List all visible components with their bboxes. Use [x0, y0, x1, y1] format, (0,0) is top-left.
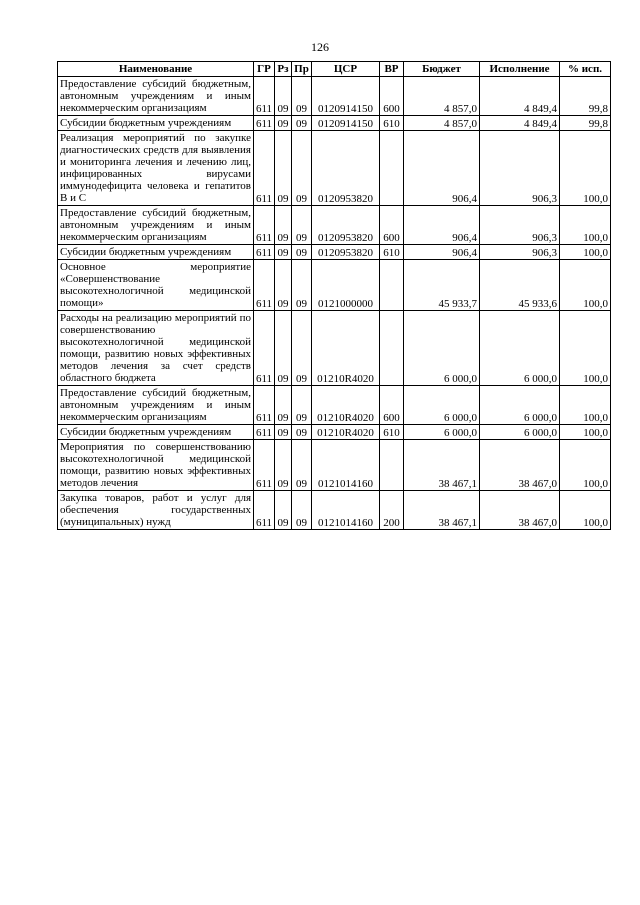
cell-vr [380, 260, 404, 311]
cell-name: Субсидии бюджетным учреждениям [58, 425, 254, 440]
cell-gr: 611 [254, 131, 275, 206]
cell-name: Предоставление субсидий бюджетным, автономным учреждениям и иным некоммерческим организациям [58, 206, 254, 245]
cell-name: Расходы на реализацию мероприятий по совершенствованию высокотехнологичной медицинской помощи, развитию новых эффективных методов лечения за счет средств областного бюджета [58, 311, 254, 386]
cell-pr: 09 [292, 206, 312, 245]
header-budget: Бюджет [404, 62, 480, 77]
table-row [58, 245, 611, 260]
cell-pr: 09 [292, 311, 312, 386]
cell-pr: 09 [292, 440, 312, 491]
cell-vr: 600 [380, 386, 404, 425]
cell-gr: 611 [254, 206, 275, 245]
cell-budget: 906,4 [404, 131, 480, 206]
cell-gr: 611 [254, 425, 275, 440]
cell-gr: 611 [254, 260, 275, 311]
cell-percent: 100,0 [560, 311, 611, 386]
cell-csr: 0120914150 [312, 116, 380, 131]
cell-percent: 100,0 [560, 386, 611, 425]
cell-execution: 45 933,6 [480, 260, 560, 311]
cell-budget: 6 000,0 [404, 386, 480, 425]
cell-execution: 906,3 [480, 206, 560, 245]
cell-pr: 09 [292, 491, 312, 530]
table-header-row [58, 62, 611, 77]
cell-rz: 09 [275, 206, 292, 245]
cell-execution: 38 467,0 [480, 491, 560, 530]
cell-pr: 09 [292, 386, 312, 425]
cell-percent: 100,0 [560, 425, 611, 440]
cell-budget: 6 000,0 [404, 311, 480, 386]
table-row [58, 386, 611, 425]
cell-vr: 610 [380, 116, 404, 131]
cell-vr: 610 [380, 245, 404, 260]
cell-percent: 100,0 [560, 245, 611, 260]
cell-rz: 09 [275, 386, 292, 425]
cell-budget: 6 000,0 [404, 425, 480, 440]
cell-rz: 09 [275, 260, 292, 311]
cell-vr: 610 [380, 425, 404, 440]
table-row [58, 425, 611, 440]
cell-csr: 0121000000 [312, 260, 380, 311]
cell-vr: 600 [380, 77, 404, 116]
cell-pr: 09 [292, 131, 312, 206]
cell-pr: 09 [292, 425, 312, 440]
budget-table [57, 61, 611, 530]
cell-csr: 01210R4020 [312, 425, 380, 440]
cell-percent: 99,8 [560, 116, 611, 131]
page-number: 126 [311, 40, 329, 54]
header-vr: ВР [380, 62, 404, 77]
cell-execution: 4 849,4 [480, 116, 560, 131]
header-gr: ГР [254, 62, 275, 77]
cell-percent: 99,8 [560, 77, 611, 116]
cell-name: Мероприятия по совершенствованию высокотехнологичной медицинской помощи, развитию новых эффективных методов лечения [58, 440, 254, 491]
cell-execution: 4 849,4 [480, 77, 560, 116]
cell-gr: 611 [254, 116, 275, 131]
cell-csr: 0120914150 [312, 77, 380, 116]
cell-gr: 611 [254, 311, 275, 386]
header-rz: Рз [275, 62, 292, 77]
cell-name: Основное мероприятие «Совершенствование высокотехнологичной медицинской помощи» [58, 260, 254, 311]
cell-percent: 100,0 [560, 260, 611, 311]
cell-vr: 200 [380, 491, 404, 530]
cell-gr: 611 [254, 77, 275, 116]
cell-rz: 09 [275, 116, 292, 131]
header-name: Наименование [58, 62, 254, 77]
cell-budget: 45 933,7 [404, 260, 480, 311]
cell-rz: 09 [275, 245, 292, 260]
cell-vr [380, 311, 404, 386]
cell-pr: 09 [292, 260, 312, 311]
cell-execution: 906,3 [480, 131, 560, 206]
cell-budget: 4 857,0 [404, 77, 480, 116]
cell-rz: 09 [275, 491, 292, 530]
cell-csr: 01210R4020 [312, 386, 380, 425]
cell-percent: 100,0 [560, 131, 611, 206]
header-execution: Исполнение [480, 62, 560, 77]
table-row [58, 491, 611, 530]
cell-rz: 09 [275, 77, 292, 116]
table-row [58, 131, 611, 206]
table-row [58, 311, 611, 386]
cell-vr [380, 440, 404, 491]
cell-gr: 611 [254, 440, 275, 491]
cell-rz: 09 [275, 425, 292, 440]
table-row [58, 116, 611, 131]
cell-budget: 4 857,0 [404, 116, 480, 131]
cell-csr: 01210R4020 [312, 311, 380, 386]
cell-rz: 09 [275, 440, 292, 491]
table-body [58, 77, 611, 530]
cell-gr: 611 [254, 245, 275, 260]
cell-csr: 0121014160 [312, 440, 380, 491]
cell-csr: 0120953820 [312, 245, 380, 260]
cell-budget: 38 467,1 [404, 491, 480, 530]
cell-execution: 6 000,0 [480, 311, 560, 386]
table-row [58, 440, 611, 491]
cell-percent: 100,0 [560, 206, 611, 245]
cell-csr: 0121014160 [312, 491, 380, 530]
cell-budget: 906,4 [404, 245, 480, 260]
cell-rz: 09 [275, 131, 292, 206]
cell-budget: 38 467,1 [404, 440, 480, 491]
cell-name: Предоставление субсидий бюджетным, автономным учреждениям и иным некоммерческим организациям [58, 386, 254, 425]
cell-csr: 0120953820 [312, 131, 380, 206]
header-percent: % исп. [560, 62, 611, 77]
header-pr: Пр [292, 62, 312, 77]
table-row [58, 77, 611, 116]
cell-execution: 38 467,0 [480, 440, 560, 491]
table-row [58, 260, 611, 311]
cell-name: Предоставление субсидий бюджетным, автономным учреждениям и иным некоммерческим организациям [58, 77, 254, 116]
cell-gr: 611 [254, 386, 275, 425]
cell-budget: 906,4 [404, 206, 480, 245]
cell-execution: 6 000,0 [480, 425, 560, 440]
header-csr: ЦСР [312, 62, 380, 77]
cell-pr: 09 [292, 77, 312, 116]
cell-gr: 611 [254, 491, 275, 530]
table-row [58, 206, 611, 245]
cell-vr [380, 131, 404, 206]
cell-csr: 0120953820 [312, 206, 380, 245]
cell-name: Закупка товаров, работ и услуг для обеспечения государственных (муниципальных) нужд [58, 491, 254, 530]
cell-percent: 100,0 [560, 440, 611, 491]
cell-name: Субсидии бюджетным учреждениям [58, 116, 254, 131]
cell-name: Субсидии бюджетным учреждениям [58, 245, 254, 260]
cell-name: Реализация мероприятий по закупке диагностических средств для выявления и мониторинга лечения и лечению лиц, инфицированных вирусами иммунодефицита человека и гепатитов В и С [58, 131, 254, 206]
cell-percent: 100,0 [560, 491, 611, 530]
cell-execution: 6 000,0 [480, 386, 560, 425]
cell-rz: 09 [275, 311, 292, 386]
cell-pr: 09 [292, 116, 312, 131]
cell-pr: 09 [292, 245, 312, 260]
cell-execution: 906,3 [480, 245, 560, 260]
cell-vr: 600 [380, 206, 404, 245]
